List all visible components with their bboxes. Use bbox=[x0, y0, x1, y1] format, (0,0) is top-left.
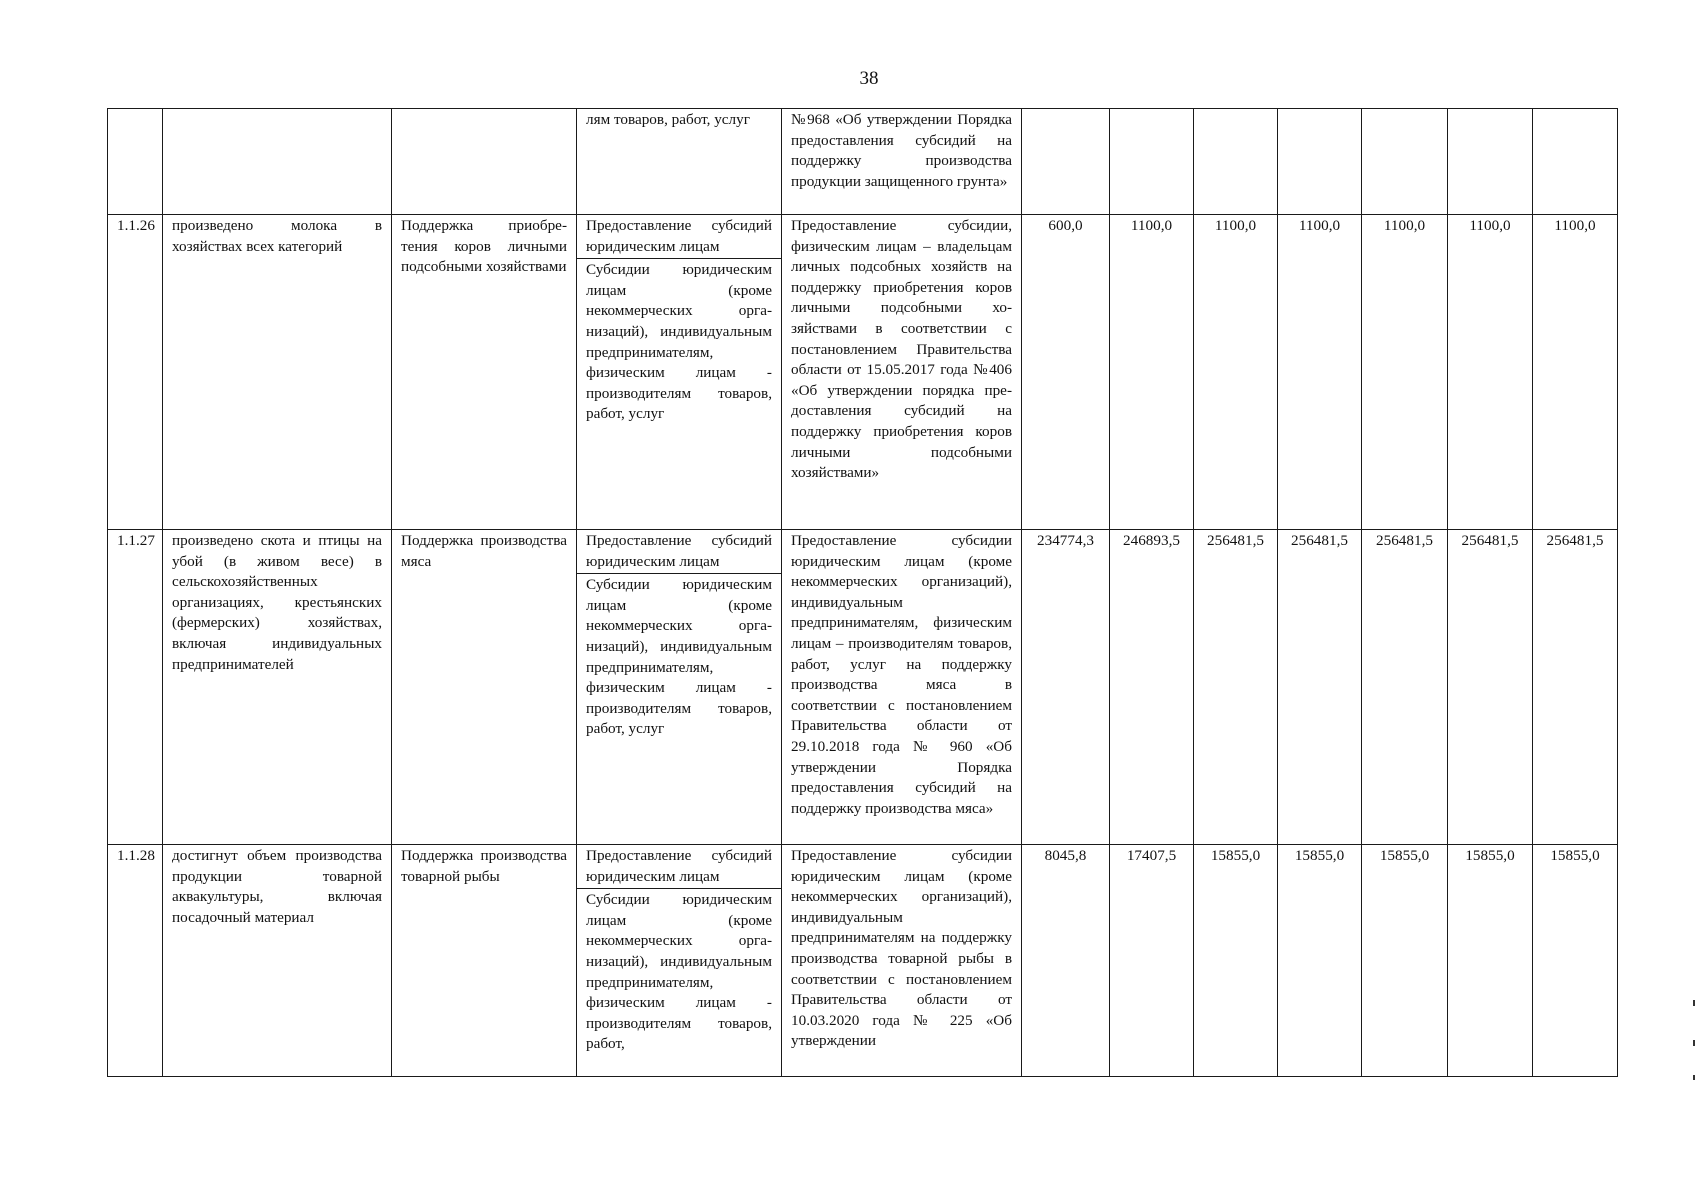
value-cell: 1100,0 bbox=[1448, 215, 1533, 530]
value-cell: 15855,0 bbox=[1278, 845, 1362, 1077]
table-row bbox=[108, 530, 1618, 845]
value-cell: 256481,5 bbox=[1448, 530, 1533, 845]
activity-cell: Поддержка производства мяса bbox=[392, 530, 577, 845]
value-cell bbox=[1194, 109, 1278, 215]
value-cell: 15855,0 bbox=[1362, 845, 1448, 1077]
subsidy-head: Предоставление субсидий юридическим лицам bbox=[577, 846, 781, 889]
activity-cell: Поддержка производства товарной рыбы bbox=[392, 845, 577, 1077]
description-cell: Предоставление субсидии юридическим лицам (кроме некоммерческих организаций), индивидуальным предпринимателям, физическим лицам – производителям товаров, работ, услуг на поддержку производства мяса в соответствии с постановлением Правительства области от 29.10.2018 года № 960 «Об утверждении Порядка предоставления субсидий на поддержку производства мяса» bbox=[782, 530, 1022, 845]
row-index: 1.1.26 bbox=[108, 215, 163, 530]
scan-artifact bbox=[1693, 1000, 1695, 1006]
value-cell: 256481,5 bbox=[1533, 530, 1618, 845]
subsidy-tail: Субсидии юридическим лицам (кроме некоммерческих организаций), индивидуальным предпринимателям, физическим лицам - производителям товаров, работ, bbox=[586, 891, 772, 1053]
value-cell bbox=[1110, 109, 1194, 215]
subsidy-tail: Субсидии юридическим лицам (кроме некоммерческих организаций), индивидуальным предпринимателям, физическим лицам - производителям товаров, работ, услуг bbox=[586, 576, 772, 738]
row-index: 1.1.28 bbox=[108, 845, 163, 1077]
subsidy-head: Предоставление субсидий юридическим лицам bbox=[577, 216, 781, 259]
value-cell: 17407,5 bbox=[1110, 845, 1194, 1077]
indicator-cell bbox=[163, 109, 392, 215]
program-table bbox=[107, 108, 1618, 1077]
subsidy-head: Предоставление субсидий юридическим лицам bbox=[577, 531, 781, 574]
value-cell: 1100,0 bbox=[1362, 215, 1448, 530]
value-cell: 246893,5 bbox=[1110, 530, 1194, 845]
subsidy-cell bbox=[577, 109, 782, 215]
subsidy-tail: Субсидии юридическим лицам (кроме некоммерческих организаций), индивидуальным предпринимателям, физическим лицам - производителям товаров, работ, услуг bbox=[586, 261, 772, 423]
description-cell: Предоставление субсидии, физическим лицам – владельцам личных подсобных хозяйств на поддержку приобретения коров личными подсобными хозяйствами в соответствии с постановлением Правительства области от 15.05.2017 года №406 «Об утверждении порядка предоставления субсидий на поддержку приобретения коров личными подсобными хозяйствами» bbox=[782, 215, 1022, 530]
table-row bbox=[108, 109, 1618, 215]
value-cell: 256481,5 bbox=[1362, 530, 1448, 845]
value-cell: 15855,0 bbox=[1448, 845, 1533, 1077]
indicator-cell: достигнут объем производства продукции товарной аквакультуры, включая посадочный материал bbox=[163, 845, 392, 1077]
subsidy-cell bbox=[577, 530, 782, 845]
scan-artifact bbox=[1693, 1075, 1695, 1080]
activity-cell bbox=[392, 109, 577, 215]
value-cell bbox=[1278, 109, 1362, 215]
table-row bbox=[108, 845, 1618, 1077]
subsidy-cell bbox=[577, 215, 782, 530]
value-cell: 1100,0 bbox=[1194, 215, 1278, 530]
description-cell: №968 «Об утверждении Порядка предоставления субсидий на поддержку производства продукции защищенного грунта» bbox=[782, 109, 1022, 215]
value-cell: 15855,0 bbox=[1194, 845, 1278, 1077]
value-cell: 1100,0 bbox=[1110, 215, 1194, 530]
page-number: 38 bbox=[859, 68, 879, 89]
value-cell: 8045,8 bbox=[1022, 845, 1110, 1077]
value-cell bbox=[1362, 109, 1448, 215]
indicator-cell: произведено скота и птицы на убой (в живом весе) в сельскохозяйственных организациях, крестьянских (фермерских) хозяйствах, включая индивидуальных предпринимателей bbox=[163, 530, 392, 845]
value-cell bbox=[1022, 109, 1110, 215]
scan-artifact bbox=[1693, 1040, 1695, 1046]
value-cell bbox=[1448, 109, 1533, 215]
row-index bbox=[108, 109, 163, 215]
value-cell: 600,0 bbox=[1022, 215, 1110, 530]
description-cell: Предоставление субсидии юридическим лицам (кроме некоммерческих организаций), индивидуальным предпринимателям на поддержку производства товарной рыбы в соответствии с постановлением Правительства области от 10.03.2020 года № 225 «Об утверждении bbox=[782, 845, 1022, 1077]
subsidy-tail: лям товаров, работ, услуг bbox=[586, 111, 750, 128]
subsidy-cell bbox=[577, 845, 782, 1077]
table-row bbox=[108, 215, 1618, 530]
activity-cell: Поддержка приобретения коров личными подсобными хозяйствами bbox=[392, 215, 577, 530]
indicator-cell: произведено молока в хозяйствах всех категорий bbox=[163, 215, 392, 530]
row-index: 1.1.27 bbox=[108, 530, 163, 845]
value-cell: 15855,0 bbox=[1533, 845, 1618, 1077]
value-cell: 1100,0 bbox=[1278, 215, 1362, 530]
value-cell: 256481,5 bbox=[1194, 530, 1278, 845]
value-cell: 256481,5 bbox=[1278, 530, 1362, 845]
value-cell: 1100,0 bbox=[1533, 215, 1618, 530]
value-cell bbox=[1533, 109, 1618, 215]
value-cell: 234774,3 bbox=[1022, 530, 1110, 845]
